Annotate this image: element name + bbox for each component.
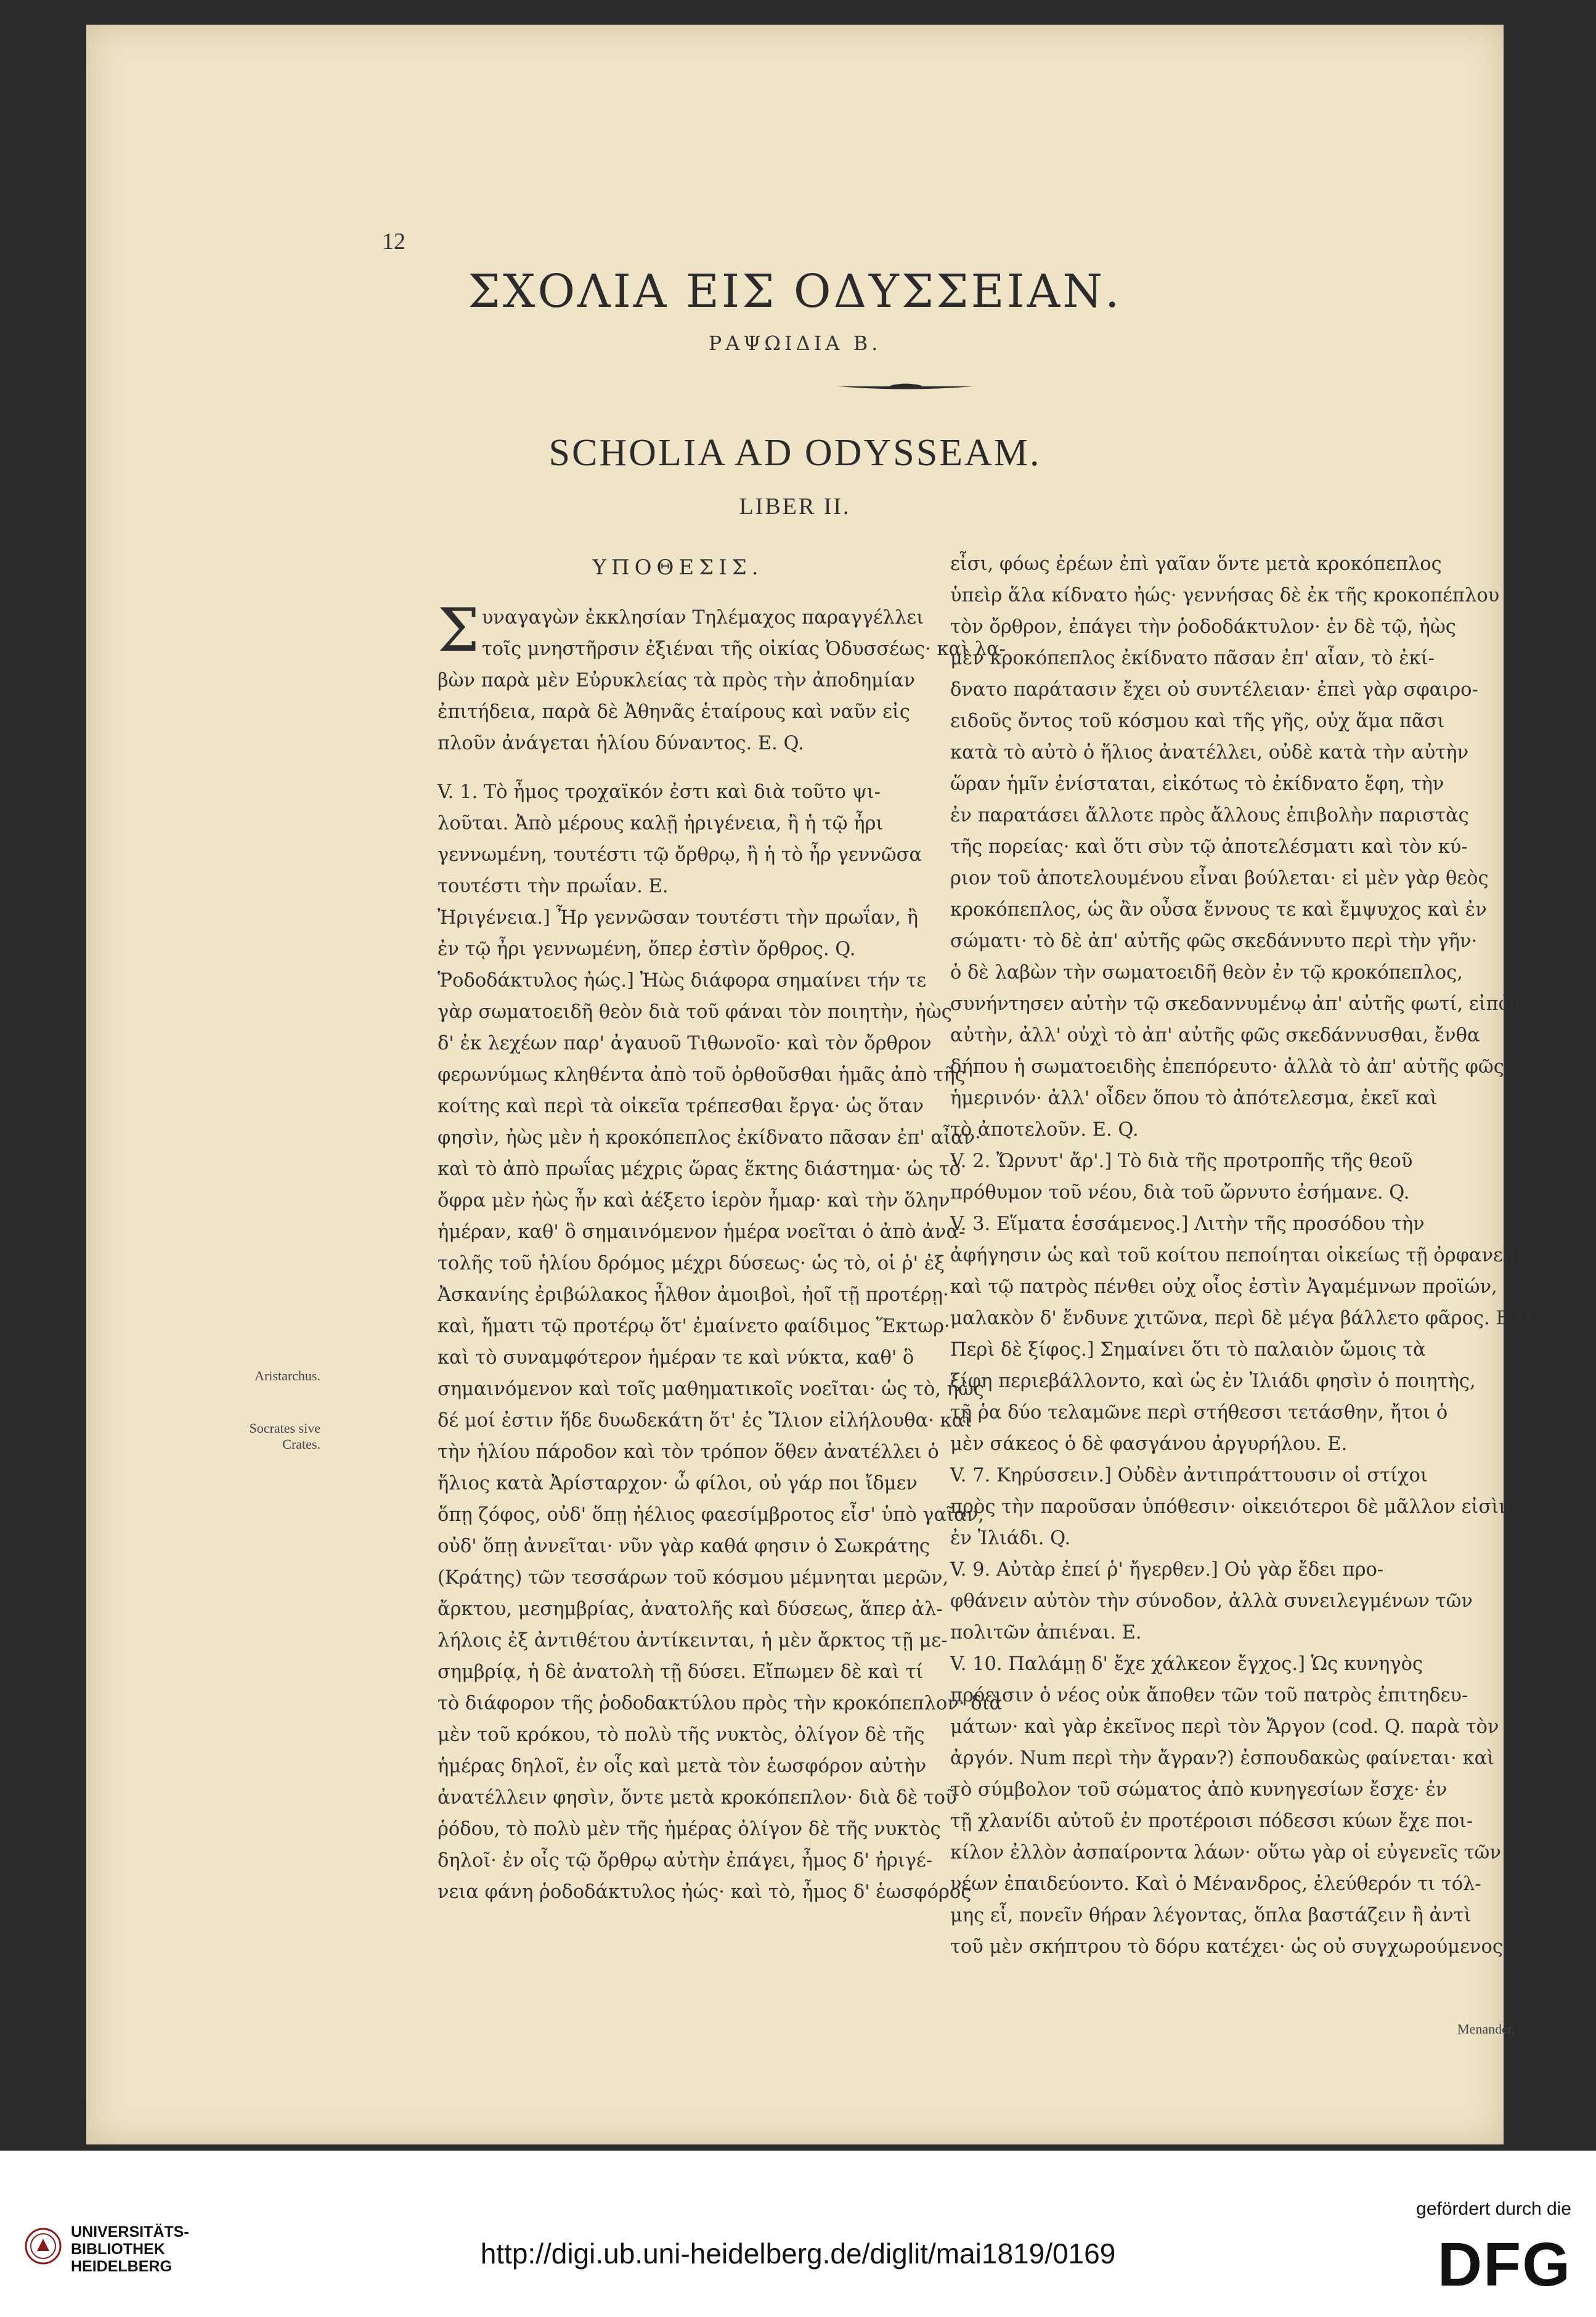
right-body-line: νέων ἐπαιδεύοντο. Καὶ ὁ Μένανδρος, ἐλεύθερόν τι τόλ- <box>950 1873 1481 1895</box>
left-body <box>438 776 1003 1908</box>
left-body-line: δηλοῖ· ἐν οἷς τῷ ὄρθρῳ αὐτὴν ἐπάγει, ἦμος δ' ἠριγέ- <box>438 1850 933 1871</box>
left-body-line: νεια φάνη ῥοδοδάκτυλος ἠώς· καὶ τὸ, ἦμος δ' ἑωσφόρος <box>438 1881 972 1903</box>
right-body <box>950 548 1536 1963</box>
right-body-line: εἶσι, φόως ἐρέων ἐπὶ γαῖαν ὅντε μετὰ κροκόπεπλος <box>950 553 1442 575</box>
scanned-page <box>86 25 1536 2144</box>
right-body-line: τοῦ μὲν σκήπτρου τὸ δόρυ κατέχει· ὡς οὐ συγχωρούμενος <box>950 1936 1503 1958</box>
right-body-line: μάτων· καὶ γὰρ ἐκεῖνος περὶ τὸν Ἄργον (cod. Q. παρὰ τὸν <box>950 1716 1499 1738</box>
left-body-line: γὰρ σωματοειδῆ θεὸν διὰ τοῦ φάναι τὸν ποιητὴν, ἠὼς <box>438 1001 952 1023</box>
ornament-rule <box>838 382 974 391</box>
left-body-line: ῥόδου, τὸ πολὺ μὲν τῆς ἡμέρας ὀλίγον δὲ τῆς νυκτὸς <box>438 1818 941 1840</box>
left-body-line: ἀνατέλλειν φησὶν, ὅντε μετὰ κροκόπεπλον· διὰ δὲ τοῦ <box>438 1787 957 1809</box>
liber-label: LIBER II. <box>739 494 851 519</box>
hypothesis-heading: ΥΠΟΘΕΣΙΣ. <box>592 555 763 580</box>
right-body-line: μαλακὸν δ' ἔνδυνε χιτῶνα, περὶ δὲ μέγα βάλλετο φᾶρος. B.Q. <box>950 1308 1536 1329</box>
funding-label: gefördert durch die <box>1416 2199 1571 2219</box>
right-body-line: τῇ ῥα δύο τελαμῶνε περὶ στήθεσσι τετάσθην, ἤτοι ὁ <box>950 1402 1448 1423</box>
left-body-line: ἐν τῷ ἦρι γεννωμένη, ὅπερ ἐστὶν ὄρθρος. Q. <box>438 939 856 960</box>
hypothesis-line: τοῖς μνηστῆρσιν ἐξιέναι τῆς οἰκίας Ὀδυσσέως· καὶ λα- <box>481 638 1006 660</box>
right-body-line: ὁ δὲ λαβὼν τὴν σωματοειδῆ θεὸν ἐν τῷ κροκόπεπλος, <box>950 962 1463 983</box>
hypothesis-paragraph <box>438 596 1006 759</box>
left-body-line: οὐδ' ὅπῃ ἀννεῖται· νῦν γὰρ καθά φησιν ὁ Σωκράτης <box>438 1536 930 1557</box>
right-body-line: αὐτὴν, ἀλλ' οὐχὶ τὸ ἀπ' αὐτῆς φῶς σκεδάννυσθαι, ἔνθα <box>950 1025 1480 1046</box>
left-body-line: Ῥοδοδάκτυλος ἠώς.] Ἠὼς διάφορα σημαίνει τήν τε <box>438 970 927 992</box>
left-body-line: ἡμέρας δηλοῖ, ἐν οἷς καὶ μετὰ τὸν ἑωσφόρον αὐτὴν <box>438 1756 927 1777</box>
right-body-line: V. 9. Αὐτὰρ ἐπεί ῥ' ἤγερθεν.] Οὐ γὰρ ἔδει προ- <box>950 1559 1384 1581</box>
latin-title: SCHOLIA AD ODYSSEAM. <box>548 432 1041 474</box>
drop-cap: Σ <box>438 596 479 665</box>
left-body-line: Ἠριγένεια.] Ἦρ γεννῶσαν τουτέστι τὴν πρωΐαν, ἢ <box>438 907 919 929</box>
right-body-line: πρόθυμον τοῦ νέου, διὰ τοῦ ὤρνυτο ἐσήμανε. Q. <box>950 1182 1410 1203</box>
right-body-line: συνήντησεν αὐτὴν τῷ σκεδαννυμένῳ ἀπ' αὐτῆς φωτί, εἰπὼν <box>950 993 1526 1015</box>
left-body-line: μὲν τοῦ κρόκου, τὸ πολὺ τῆς νυκτὸς, ὀλίγον δὲ τῆς <box>438 1724 925 1746</box>
left-body-line: Ἀσκανίης ἐριβώλακος ἦλθον ἀμοιβοὶ, ἠοῖ τῇ προτέρῃ· <box>438 1284 949 1306</box>
margin-note-socrates: Socrates sive Crates. <box>249 1420 320 1452</box>
right-body-line: πολιτῶν ἀπιέναι. E. <box>950 1622 1142 1643</box>
page-number: 12 <box>382 229 405 255</box>
right-body-line: δήπου ἡ σωματοειδὴς ἐπεπόρευτο· ἀλλὰ τὸ ἀπ' αὐτῆς φῶς <box>950 1056 1504 1078</box>
left-body-line: καὶ, ἤματι τῷ προτέρῳ ὅτ' ἐμαίνετο φαίδιμος Ἕκτωρ· <box>438 1316 950 1337</box>
right-body-line: V. 3. Εἵματα ἑσσάμενος.] Λιτὴν τῆς προσόδου τὴν <box>950 1213 1425 1235</box>
left-body-line: καὶ τὸ ἀπὸ πρωΐας μέχρις ὥρας ἕκτης διάστημα· ὡς τὸ <box>438 1158 961 1180</box>
right-body-line: V. 7. Κηρύσσειν.] Οὐδὲν ἀντιπράττουσιν οἱ στίχοι <box>950 1465 1428 1486</box>
right-body-line: τῇ χλανίδι αὐτοῦ ἐν προτέροισι πόδεσσι κύων ἔχε ποι- <box>950 1810 1473 1832</box>
hypothesis-line: ἐπιτήδεια, παρὰ δὲ Ἀθηνᾶς ἑταίρους καὶ ναῦν εἰς <box>438 701 910 723</box>
page-url[interactable]: http://digi.ub.uni-heidelberg.de/diglit/mai1819/0169 <box>480 2238 1116 2270</box>
left-body-line: ὅπῃ ζόφος, οὐδ' ὅπῃ ἠέλιος φαεσίμβροτος εἶσ' ὑπὸ γαῖαν, <box>438 1504 984 1526</box>
left-body-line: (Κράτης) τῶν τεσσάρων τοῦ κόσμου μέμνηται μερῶν, <box>438 1567 949 1589</box>
right-body-line: φθάνειν αὐτὸν τὴν σύνοδον, ἀλλὰ συνειλεγμένων τῶν <box>950 1590 1473 1612</box>
right-body-line: πρὸς τὴν παροῦσαν ὑπόθεσιν· οἰκειότεροι δὲ μᾶλλον εἰσὶν <box>950 1496 1510 1518</box>
left-body-line: τουτέστι τὴν πρωΐαν. E. <box>438 876 669 897</box>
right-body-line: ριον τοῦ ἀποτελουμένου εἶναι βούλεται· εἰ μὲν γὰρ θεὸς <box>950 868 1489 889</box>
left-body-line: σημβρίᾳ, ἡ δὲ ἀνατολὴ τῇ δύσει. Εἴπωμεν δὲ καὶ τί <box>438 1661 924 1683</box>
hypothesis-line: πλοῦν ἀνάγεται ἡλίου δύναντος. E. Q. <box>438 733 804 754</box>
hypothesis-line: υναγαγὼν ἐκκλησίαν Τηλέμαχος παραγγέλλει <box>481 607 924 629</box>
left-body-line: γεννωμένη, τουτέστι τῷ ὄρθρῳ, ἢ ἡ τὸ ἦρ γεννῶσα <box>438 844 922 866</box>
right-body-line: ἐν παρατάσει ἄλλοτε πρὸς ἄλλους ἐπιβολὴν παριστὰς <box>950 805 1469 826</box>
left-body-line: ἡμέραν, καθ' ὃ σημαινόμενον ἡμέρα νοεῖται ὁ ἀπὸ ἀνα- <box>438 1221 966 1243</box>
left-body-line: τὴν ἡλίου πάροδον καὶ τὸν τρόπον ὅθεν ἀνατέλλει ὁ <box>438 1441 939 1463</box>
left-body-line: φερωνύμως κληθέντα ἀπὸ τοῦ ὀρθοῦσθαι ἡμᾶς ἀπὸ τῆς <box>438 1064 966 1086</box>
left-column <box>438 548 1006 1908</box>
right-body-line: τὸ σύμβολον τοῦ σώματος ἀπὸ κυνηγεσίων ἔσχε· ἐν <box>950 1779 1447 1801</box>
right-body-line: καὶ τῷ πατρὸς πένθει οὐχ οἷος ἐστὶν Ἀγαμέμνων προϊών, <box>950 1276 1497 1298</box>
left-body-line: ἥλιος κατὰ Ἀρίσταρχον· ὦ φίλοι, οὐ γάρ ποι ἴδμεν <box>438 1473 918 1494</box>
right-body-line: μὲν σάκεος ὁ δὲ φασγάνου ἀργυρήλου. E. <box>950 1433 1348 1455</box>
right-body-line: μης εἶ, πονεῖν θήραν λέγοντας, ὅπλα βαστάζειν ἢ ἀντὶ <box>950 1905 1472 1926</box>
left-body-line: τὸ διάφορον τῆς ῥοδοδακτύλου πρὸς τὴν κροκόπεπλον· διὰ <box>438 1693 1003 1714</box>
right-body-line: ἡμερινόν· ἀλλ' οἶδεν ὅπου τὸ ἀπότελεσμα, ἐκεῖ καὶ <box>950 1088 1438 1109</box>
margin-note-menander: Menander. <box>1457 2021 1515 2037</box>
right-body-line: κίλον ἐλλὸν ἀσπαίροντα λάων· οὕτω γὰρ οἱ εὐγενεῖς τῶν <box>950 1842 1501 1863</box>
right-body-line: ειδοῦς ὄντος τοῦ κόσμου καὶ τῆς γῆς, οὐχ ἅμα πᾶσι <box>950 711 1445 732</box>
right-body-line: ὑπεὶρ ἅλα κίδνατο ἠώς· γεννήσας δὲ ἐκ τῆς κροκοπέπλου <box>950 585 1500 606</box>
university-name: UNIVERSITÄTS- BIBLIOTHEK HEIDELBERG <box>71 2223 189 2275</box>
right-body-line: τὸ ἀποτελοῦν. E. Q. <box>950 1119 1139 1141</box>
left-body-line: ἄρκτου, μεσημβρίας, ἀνατολῆς καὶ δύσεως, ἅπερ ἀλ- <box>438 1598 943 1620</box>
greek-title: ΣΧΟΛΙΑ ΕΙΣ ΟΔΥΣΣΕΙΑΝ. <box>468 265 1122 318</box>
left-body-line: λοῦται. Ἀπὸ μέρους καλῇ ἠριγένεια, ἢ ἡ τῷ ἦρι <box>438 813 884 834</box>
right-body-line: κροκόπεπλος, ὡς ἂν οὖσα ἔννους τε καὶ ἔμψυχος καὶ ἐν <box>950 899 1487 921</box>
left-body-line: τολῆς τοῦ ἡλίου δρόμος μέχρι δύσεως· ὡς τὸ, οἱ ῥ' ἐξ <box>438 1253 945 1274</box>
right-body-line: τῆς πορείας· καὶ ὅτι σὺν τῷ ἀποτελέσματι καὶ τὸν κύ- <box>950 836 1468 858</box>
right-body-line: ἀργόν. Num περὶ τὴν ἄγραν?) ἐσπουδακὼς φαίνεται· καὶ <box>950 1748 1495 1769</box>
right-body-line: σώματι· τὸ δὲ ἀπ' αὐτῆς φῶς σκεδάννυτο περὶ τὴν γῆν· <box>950 930 1478 952</box>
footer-bar <box>0 2151 1596 2317</box>
left-body-line: δ' ἐκ λεχέων παρ' ἀγαυοῦ Τιθωνοῖο· καὶ τὸν ὄρθρον <box>438 1033 932 1054</box>
right-body-line: πρόεισιν ὁ νέος οὐκ ἄποθεν τῶν τοῦ πατρὸς ἐπιτηδευ- <box>950 1685 1468 1706</box>
right-body-line: μὲν κροκόπεπλος ἐκίδνατο πᾶσαν ἐπ' αἶαν, τὸ ἐκί- <box>950 648 1435 669</box>
right-body-line: κατὰ τὸ αὐτὸ ὁ ἥλιος ἀνατέλλει, οὐδὲ κατὰ τὴν αὐτὴν <box>950 742 1469 764</box>
left-body-line: φησὶν, ἠὼς μὲν ἡ κροκόπεπλος ἐκίδνατο πᾶσαν ἐπ' αἶαν· <box>438 1127 981 1149</box>
dfg-logo: DFG <box>1437 2230 1571 2299</box>
right-body-line: V. 2. Ὤρνυτ' ἄρ'.] Τὸ διὰ τῆς προτροπῆς τῆς θεοῦ <box>950 1150 1413 1172</box>
right-body-line: τὸν ὄρθρον, ἐπάγει τὴν ῥοδοδάκτυλον· ἐν δὲ τῷ, ἠὼς <box>950 616 1456 638</box>
right-body-line: δνατο παράτασιν ἔχει οὐ συντέλειαν· ἐπεὶ γὰρ σφαιρο- <box>950 679 1478 701</box>
right-body-line: V. 10. Παλάμῃ δ' ἔχε χάλκεον ἔγχος.] Ὡς κυνηγὸς <box>950 1653 1423 1675</box>
margin-note-aristarchus: Aristarchus. <box>254 1368 320 1383</box>
left-body-line: σημαινόμενον καὶ τοῖς μαθηματικοῖς νοεῖται· ὡς τὸ, ἠὼς <box>438 1378 984 1400</box>
hypothesis-line: βὼν παρὰ μὲν Εὐρυκλείας τὰ πρὸς τὴν ἀποδημίαν <box>438 670 916 691</box>
left-body-line: λήλοις ἐξ ἀντιθέτου ἀντίκεινται, ἡ μὲν ἄρκτος τῇ με- <box>438 1630 948 1651</box>
greek-subtitle: ΡΑΨΩΙΔΙΑ Β. <box>708 332 882 355</box>
left-body-line: V. 1. Τὸ ἦμος τροχαϊκόν ἐστι καὶ διὰ τοῦτο ψι- <box>438 781 881 803</box>
right-body-line: ὥραν ἡμῖν ἐνίσταται, εἰκότως τὸ ἐκίδνατο ἔφη, τὴν <box>950 773 1444 795</box>
right-body-line: ἐν Ἰλιάδι. Q. <box>950 1528 1071 1549</box>
right-body-line: Περὶ δὲ ξίφος.] Σημαίνει ὅτι τὸ παλαιὸν ὤμοις τὰ <box>950 1339 1426 1361</box>
left-body-line: ὄφρα μὲν ἠὼς ἦν καὶ ἀέξετο ἱερὸν ἦμαρ· καὶ τὴν ὅλην <box>438 1190 950 1211</box>
left-body-line: κοίτης καὶ περὶ τὰ οἰκεῖα τρέπεσθαι ἔργα· ὡς ὅταν <box>438 1096 924 1117</box>
left-body-line: δέ μοί ἐστιν ἥδε δυωδεκάτη ὅτ' ἐς Ἴλιον εἰλήλουθα· καὶ <box>438 1410 972 1431</box>
right-body-line: ἀφήγησιν ὡς καὶ τοῦ κοίτου πεποίηται οἰκείως τῇ ὀρφανείᾳ <box>950 1245 1523 1266</box>
left-body-line: καὶ τὸ συναμφότερον ἡμέραν τε καὶ νύκτα, καθ' ὃ <box>438 1347 914 1369</box>
right-body-line: ξίφη περιεβάλλοντο, καὶ ὡς ἐν Ἰλιάδι φησὶν ὁ ποιητὴς, <box>950 1370 1476 1392</box>
right-column <box>950 548 1536 1963</box>
